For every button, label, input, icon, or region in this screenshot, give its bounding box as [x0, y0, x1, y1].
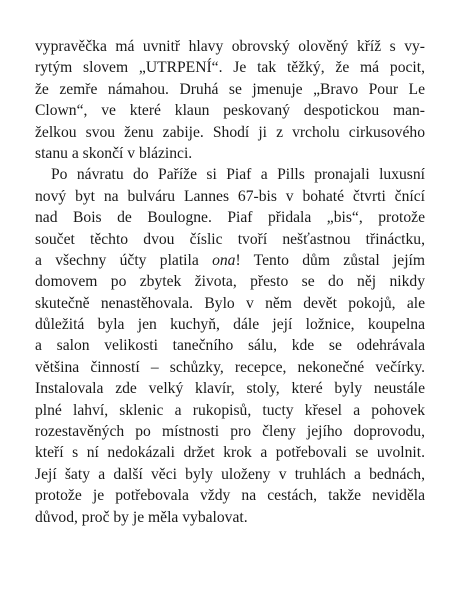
text-line: želkou svou ženu zabije. Shodí ji z vrcholu cirkusového	[35, 123, 425, 141]
text-line: Po návratu do Paříže si Piaf a Pills pronajali luxusní	[51, 166, 425, 184]
text-line	[35, 250, 425, 271]
text-line: a salon velikosti tanečního sálu, kde se odehrávala	[35, 337, 425, 355]
text-run: ! Tento dům zůstal jejím	[235, 251, 425, 269]
text-line: vypravěčka má uvnitř hlavy obrovský olověný kříž s vy-	[35, 38, 425, 55]
text-line: důvod, proč by je měla vybalovat.	[35, 508, 248, 526]
text-line: stanu a skončí v blázinci.	[35, 144, 193, 162]
text-line: Clown“, ve které klaun peskovaný despotickou man-	[35, 102, 425, 120]
paragraph-2	[35, 164, 425, 528]
text-line: skutečně nenastěhovala. Bylo v něm devět pokojů, ale	[35, 294, 425, 312]
text-line: Její šaty a další věci byly uloženy v truhlách a bednách,	[35, 465, 425, 483]
text-line: důležitá byla jen kuchyň, dále její ložnice, koupelna	[35, 316, 425, 334]
paragraph-1	[35, 36, 425, 164]
text-line: rytým slovem „UTRPENÍ“. Je tak těžký, že má pocit,	[35, 59, 425, 77]
text-line: kteří s ní nedokázali držet krok a potřebovali se uvolnit.	[35, 444, 425, 462]
page-text	[35, 36, 425, 528]
text-line: nový byt na bulváru Lannes 67-bis v bohaté čtvrti čnící	[35, 187, 425, 205]
text-line: většina činností – schůzky, recepce, nekonečné večírky.	[35, 358, 425, 376]
text-line: že zemře námahou. Druhá se jmenuje „Bravo Pour Le	[35, 80, 425, 98]
text-line: domovem po zbytek života, přesto se do něj nikdy	[35, 273, 425, 291]
text-line: protože je potřebovala vždy na cestách, takže neviděla	[35, 487, 425, 505]
italic-word: ona	[212, 251, 236, 269]
text-line: součet těchto dvou číslic tvoří nešťastnou třináctku,	[35, 230, 425, 248]
text-line: nad Bois de Boulogne. Piaf přidala „bis“, protože	[35, 209, 425, 227]
text-line: Instalovala zde velký klavír, stoly, které byly neustále	[35, 380, 425, 398]
text-run: a všechny účty platila	[35, 251, 213, 269]
text-line: rozestavěných po místnosti pro členy jejího doprovodu,	[35, 423, 425, 441]
text-line: plné lahví, sklenic a rukopisů, tucty křesel a pohovek	[35, 401, 425, 419]
